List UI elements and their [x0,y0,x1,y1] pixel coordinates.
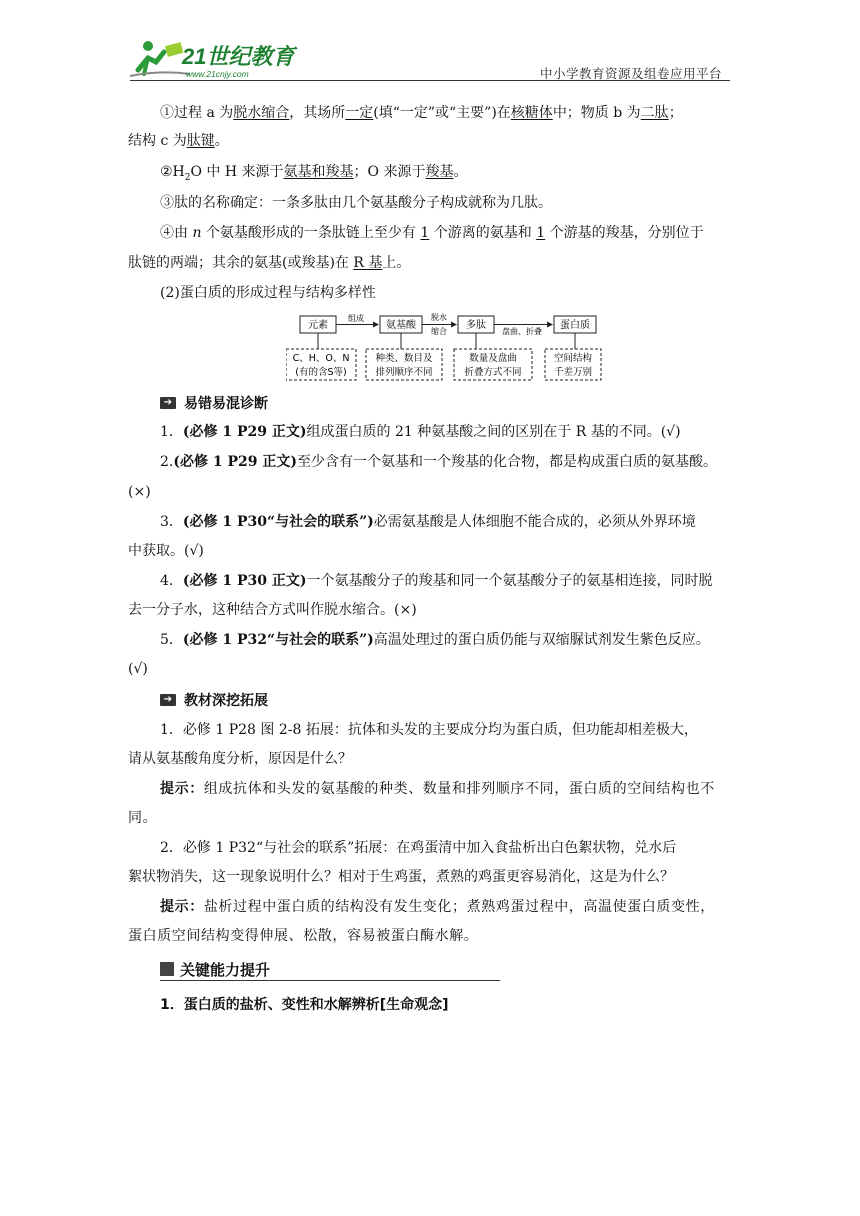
quiz-item-5-answer: (√) [128,661,148,677]
header-divider [130,80,730,81]
flow-box-protein [554,316,596,333]
runner-logo-icon [130,40,300,82]
svg-text:多肽: 多肽 [466,320,486,331]
logo-text: 21世纪教育 [182,44,295,69]
flow-sub-polypeptide [454,349,532,380]
quiz-item-4: 4．(必修 1 P30 正文)一个氨基酸分子的羧基和同一个氨基酸分子的氨基相连接，同时脱 [160,573,713,589]
extension-question-1-cont: 请从氨基酸角度分析，原因是什么？ [128,751,352,767]
svg-text:排列顺序不同: 排列顺序不同 [375,367,433,378]
arrow-dehydration-label-top: 脱水 [431,313,447,322]
square-icon [160,962,174,976]
quiz-item-3-cont: 中获取。(√) [128,543,204,559]
arrow-compose-label: 组成 [348,314,364,323]
quiz-item-3: 3．(必修 1 P30“与社会的联系”)必需氨基酸是人体细胞不能合成的，必须从外界环境 [160,514,696,530]
svg-text:空间结构: 空间结构 [553,353,593,364]
flow-sub-element [286,349,356,380]
flow-box-element [300,316,336,333]
arrow-right-icon: ➔ [160,694,176,706]
quiz-item-2: 2.(必修 1 P29 正文)至少含有一个氨基和一个羧基的化合物，都是构成蛋白质的氨基酸。 [160,454,717,470]
quiz-item-2-answer: (×) [128,484,151,500]
logo [130,40,300,82]
arrow-dehydration-label-bottom: 缩合 [431,327,447,336]
quiz-item-4-cont: 去一分子水，这种结合方式叫作脱水缩合。(×) [128,602,417,618]
extension-question-2-cont: 絮状物消失，这一现象说明什么？相对于生鸡蛋，煮熟的鸡蛋更容易消化，这是为什么？ [128,869,674,885]
flow-sub-protein [545,349,601,380]
extension-hint-1: 提示：组成抗体和头发的氨基酸的种类、数量和排列顺序不同，蛋白质的空间结构也不 [160,781,715,797]
svg-text:千差万别: 千差万别 [553,367,593,378]
svg-text:C、H、O、N: C、H、O、N [292,353,350,364]
extension-hint-2-cont: 蛋白质空间结构变得伸展、松散，容易被蛋白酶水解。 [128,928,479,944]
para-r-group: 肽链的两端；其余的氨基(或羧基)在 R 基上。 [128,255,411,271]
section-error-diagnosis-title: ➔ 易错易混诊断 [160,394,268,412]
quiz-item-1: 1．(必修 1 P29 正文)组成蛋白质的 21 种氨基酸之间的区别在于 R 基的不同。(√) [160,424,681,440]
quiz-item-5: 5．(必修 1 P32“与社会的联系”)高温处理过的蛋白质仍能与双缩脲试剂发生紫色反应。 [160,632,710,648]
para-process-a: ①过程 a 为脱水缩合，其场所一定(填“一定”或“主要”)在核糖体中；物质 b 为二肽； [160,105,683,121]
extension-question-2: 2．必修 1 P32“与社会的联系”拓展：在鸡蛋清中加入食盐析出白色絮状物，兑水后 [160,840,677,856]
protein-formation-diagram [286,313,606,383]
arrow-folding-label: 盘曲、折叠 [502,327,542,336]
para-formation-title: (2)蛋白质的形成过程与结构多样性 [160,285,376,301]
para-structure-c: 结构 c 为肽键。 [128,133,229,149]
flow-sub-amino-acid [366,349,442,380]
para-n-amino: ④由 n 个氨基酸形成的一条肽链上至少有 1 个游离的氨基和 1 个游基的羧基，分别位于 [160,225,704,241]
extension-hint-2: 提示：盐析过程中蛋白质的结构没有发生变化；煮熟鸡蛋过程中，高温使蛋白质变性， [160,899,715,915]
flow-box-amino-acid [380,316,422,333]
extension-question-1: 1．必修 1 P28 图 2-8 拓展：抗体和头发的主要成分均为蛋白质，但功能却相差极大， [160,722,698,738]
logo-url: www.21cnjy.com [186,69,249,79]
para-peptide-name: ③肽的名称确定：一条多肽由几个氨基酸分子构成就称为几肽。 [160,195,552,211]
flow-box-polypeptide [458,316,494,333]
svg-text:(有的含S等): (有的含S等) [295,367,347,378]
arrow-right-icon: ➔ [160,397,176,409]
section-key-ability-title: 关键能力提升 [160,958,500,981]
svg-text:蛋白质: 蛋白质 [560,320,590,331]
svg-text:数量及盘曲: 数量及盘曲 [469,353,517,364]
svg-text:氨基酸: 氨基酸 [386,320,416,331]
platform-name: 中小学教育资源及组卷应用平台 [540,66,723,81]
section-textbook-extension-title: ➔ 教材深挖拓展 [160,691,268,709]
svg-text:种类、数目及: 种类、数目及 [375,353,433,364]
svg-text:元素: 元素 [308,320,328,331]
para-h2o-source: $②H_2O$ 中 H 来源于氨基和羧基；O 来源于羧基。 [160,164,468,183]
extension-hint-1-cont: 同。 [128,810,158,826]
ability-item-1: 1．蛋白质的盐析、变性和水解辨析[生命观念] [160,997,449,1013]
svg-text:折叠方式不同: 折叠方式不同 [464,367,522,378]
